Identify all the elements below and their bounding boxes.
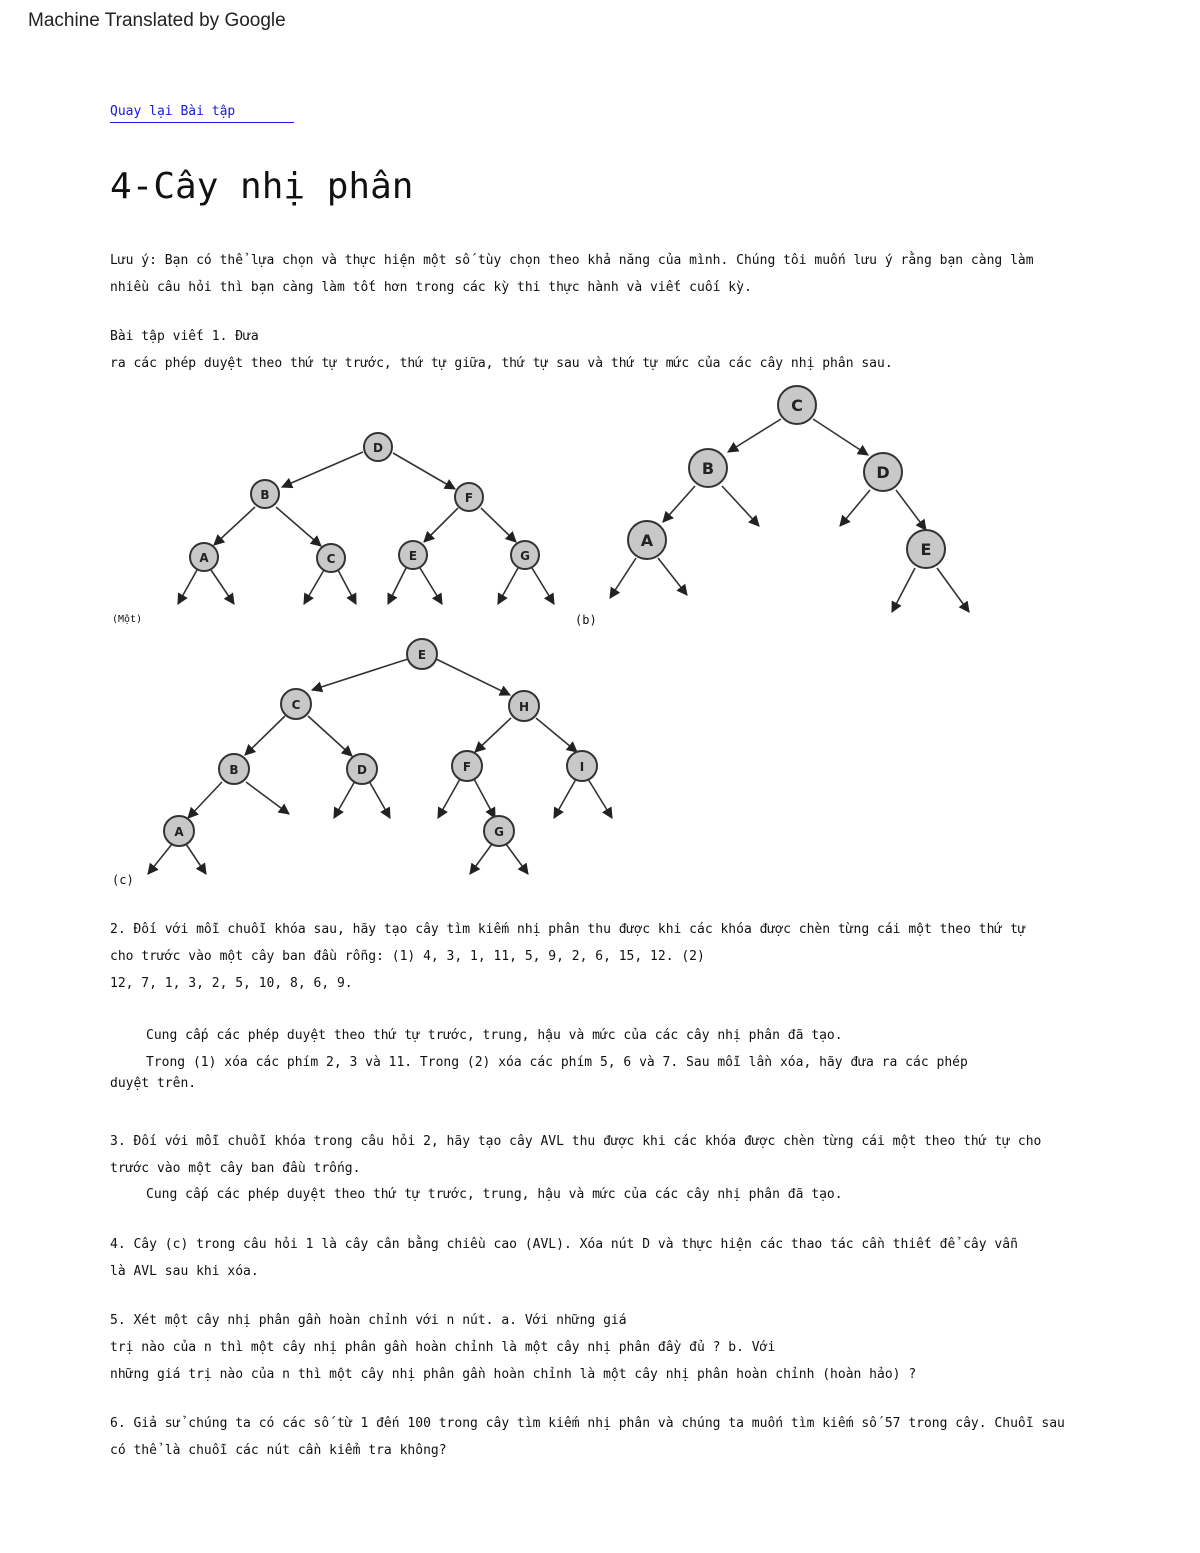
tree-b-node-1	[689, 449, 727, 487]
tree-c-node-2	[509, 691, 539, 721]
exercise-1-line-1: Bài tập viết 1. Đưa	[110, 329, 259, 344]
svg-text:I: I	[579, 760, 585, 774]
tree-b-node-4	[907, 530, 945, 568]
tree-a-node-3	[190, 543, 218, 571]
svg-text:B: B	[260, 488, 270, 502]
question-3-line-1: 3. Đối với mỗi chuỗi khóa trong câu hỏi 2, hãy tạo cây AVL thu được khi các khóa được chèn từng cái một theo thứ tự cho	[110, 1134, 1042, 1149]
figure-label-a: (Một)	[112, 614, 143, 625]
exercise-1-line-2: ra các phép duyệt theo thứ tự trước, thứ tự giữa, thứ tự sau và thứ tự mức của các cây nhị phân sau.	[110, 356, 893, 371]
tree-c-node-root	[407, 639, 437, 669]
svg-text:A: A	[174, 825, 184, 839]
tree-a-node-1	[251, 480, 279, 508]
svg-text:F: F	[464, 491, 474, 505]
svg-text:G: G	[494, 825, 504, 839]
tree-a-node-root	[364, 433, 392, 461]
svg-text:C: C	[326, 552, 336, 566]
note-line-1: Lưu ý: Bạn có thể lựa chọn và thực hiện một số tùy chọn theo khả năng của mình. Chúng tôi muốn lưu ý rằng bạn càng làm	[110, 253, 1034, 268]
svg-text:A: A	[640, 531, 654, 550]
question-3-line-2: trước vào một cây ban đầu trống.	[110, 1161, 361, 1176]
figure-label-c: (c)	[112, 873, 134, 887]
svg-text:F: F	[462, 760, 472, 774]
svg-text:C: C	[291, 698, 301, 712]
tree-c-node-7	[164, 816, 194, 846]
question-2-sub-1: Cung cấp các phép duyệt theo thứ tự trước, trung, hậu và mức của các cây nhị phân đã tạo.	[146, 1028, 843, 1043]
back-to-exercises-link[interactable]: Quay lại Bài tập	[110, 104, 294, 123]
question-2-sub-2: Trong (1) xóa các phím 2, 3 và 11. Trong (2) xóa các phím 5, 6 và 7. Sau mỗi lần xóa, hãy đưa ra các phép	[146, 1055, 968, 1070]
svg-text:B: B	[701, 459, 715, 478]
svg-text:A: A	[199, 551, 209, 565]
svg-text:H: H	[518, 700, 530, 714]
tree-c-node-8	[484, 816, 514, 846]
question-5-line-3: những giá trị nào của n thì một cây nhị phân gần hoàn chỉnh là một cây nhị phân hoàn chỉnh (hoàn hảo) ?	[110, 1367, 917, 1382]
question-5-line-2: trị nào của n thì một cây nhị phân gần hoàn chỉnh là một cây nhị phân đầy đủ ? b. Với	[110, 1340, 776, 1355]
svg-text:E: E	[408, 549, 418, 563]
page-title: 4-Cây nhị phân	[110, 166, 414, 207]
question-2-line-3: 12, 7, 1, 3, 2, 5, 10, 8, 6, 9.	[110, 976, 353, 991]
question-2-line-2: cho trước vào một cây ban đầu rỗng: (1) 4, 3, 1, 11, 5, 9, 2, 6, 15, 12. (2)	[110, 949, 705, 964]
note-line-2: nhiều câu hỏi thì bạn càng làm tốt hơn trong các kỳ thi thực hành và viết cuối kỳ.	[110, 280, 752, 295]
tree-a-node-2	[455, 483, 483, 511]
question-4-line-2: là AVL sau khi xóa.	[110, 1264, 259, 1279]
tree-c-node-3	[219, 754, 249, 784]
tree-a-node-6	[511, 541, 539, 569]
svg-text:D: D	[357, 763, 367, 777]
question-3-sub-1: Cung cấp các phép duyệt theo thứ tự trước, trung, hậu và mức của các cây nhị phân đã tạo.	[146, 1187, 843, 1202]
question-6-line-1: 6. Giả sử chúng ta có các số từ 1 đến 100 trong cây tìm kiếm nhị phân và chúng ta muốn tìm kiếm số 57 trong cây. Chuỗi sau	[110, 1416, 1065, 1431]
tree-c-node-5	[452, 751, 482, 781]
tree-c-node-6	[567, 751, 597, 781]
question-6-line-2: có thể là chuỗi các nút cần kiểm tra không?	[110, 1443, 447, 1458]
svg-text:C: C	[791, 396, 803, 415]
question-2-line-1: 2. Đối với mỗi chuỗi khóa sau, hãy tạo cây tìm kiếm nhị phân thu được khi các khóa được chèn từng cái một theo thứ tự	[110, 922, 1026, 937]
svg-text:E: E	[920, 540, 932, 559]
question-2-sub-2b: duyệt trên.	[110, 1076, 197, 1091]
svg-text:D: D	[373, 441, 383, 455]
translation-banner: Machine Translated by Google	[28, 10, 286, 31]
question-4-line-1: 4. Cây (c) trong câu hỏi 1 là cây cân bằng chiều cao (AVL). Xóa nút D và thực hiện các thao tác cần thiết để cây vẫn	[110, 1237, 1018, 1252]
tree-a-node-5	[399, 541, 427, 569]
tree-c-node-4	[347, 754, 377, 784]
tree-c-node-1	[281, 689, 311, 719]
tree-b-node-3	[628, 521, 666, 559]
figure-label-b: (b)	[575, 613, 597, 627]
tree-b-node-root	[778, 386, 816, 424]
svg-text:G: G	[520, 549, 530, 563]
svg-text:B: B	[229, 763, 239, 777]
svg-text:E: E	[417, 648, 427, 662]
tree-a-node-4	[317, 544, 345, 572]
question-5-line-1: 5. Xét một cây nhị phân gần hoàn chỉnh với n nút. a. Với những giá	[110, 1313, 627, 1328]
tree-b-node-2	[864, 453, 902, 491]
svg-text:D: D	[876, 463, 890, 482]
